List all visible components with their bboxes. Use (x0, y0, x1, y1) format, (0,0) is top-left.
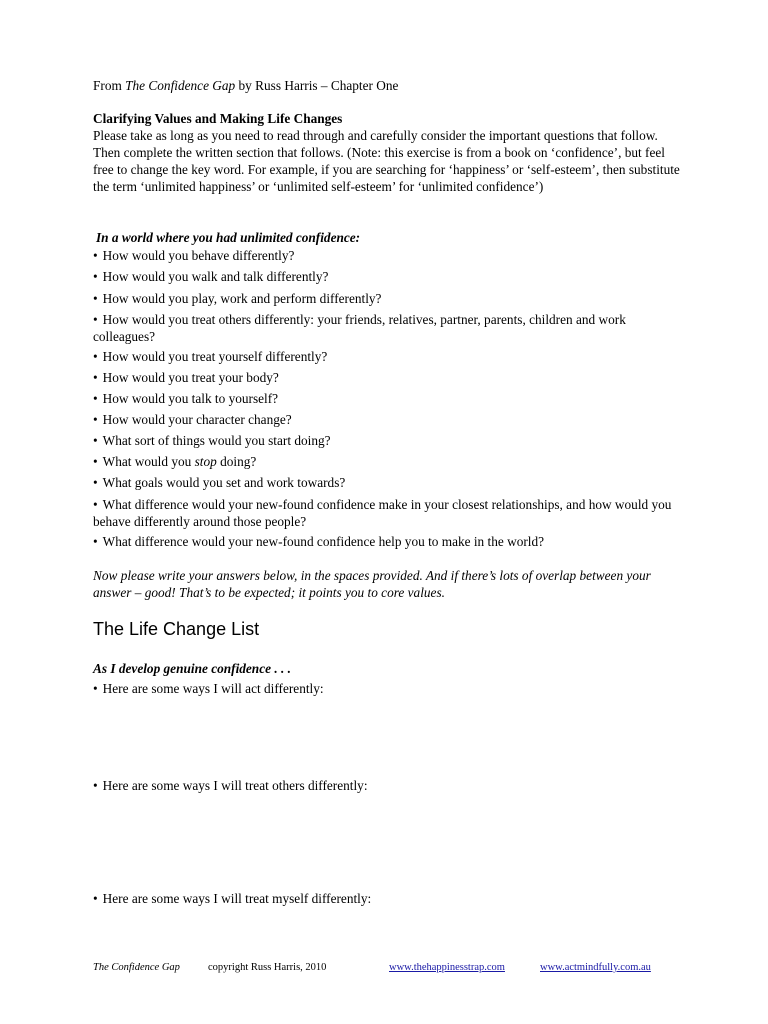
question-item: • What sort of things would you start doing? (93, 432, 331, 449)
question-item: • How would you play, work and perform differently? (93, 290, 381, 307)
footer-book-title: The Confidence Gap (93, 962, 180, 973)
footer-link-actmindfully[interactable]: www.actmindfully.com.au (540, 962, 651, 973)
section-title: Clarifying Values and Making Life Changes (93, 111, 343, 126)
source-author: by Russ Harris – Chapter One (235, 78, 399, 93)
question-item: • What would you stop doing? (93, 453, 256, 470)
question-item: • How would your character change? (93, 411, 292, 428)
life-change-item-act: • Here are some ways I will act differently: (93, 680, 324, 697)
footer-link-happinesstrap[interactable]: www.thehappinesstrap.com (389, 962, 505, 973)
source-from: From (93, 78, 126, 93)
question-item: • How would you talk to yourself? (93, 390, 278, 407)
question-item: • How would you walk and talk differently? (93, 268, 328, 285)
question-item: • How would you treat yourself differently? (93, 348, 327, 365)
source-book-title: The Confidence Gap (125, 78, 236, 93)
life-change-item-myself: • Here are some ways I will treat myself differently: (93, 890, 371, 907)
life-change-heading: The Life Change List (93, 619, 260, 639)
intro-paragraph: Please take as long as you need to read through and carefully consider the important questions that follow. Then complete the written section that follows. (Note: this exercise is from a book on ‘confidence’, but feel free to change the key word. For example, if you are searching for ‘happiness’ or ‘self-esteem’, then substitute the term ‘unlimited happiness’ or ‘unlimited self-esteem’ for ‘unlimited confidence’) (93, 128, 680, 194)
source-line (93, 77, 398, 94)
question-item: • How would you treat others differently: your friends, relatives, partner, parents, children and work colleagues? (93, 311, 683, 345)
questions-heading: In a world where you had unlimited confidence: (96, 230, 361, 245)
question-item: • What difference would your new-found confidence make in your closest relationships, and how would you behave differently around those people? (93, 496, 683, 530)
question-item: • How would you behave differently? (93, 247, 294, 264)
footer-copyright: copyright Russ Harris, 2010 (208, 962, 327, 973)
instructions: Now please write your answers below, in the spaces provided. And if there’s lots of overlap between your answer – good! That’s to be expected; it points you to core values. (93, 568, 651, 600)
question-item: • How would you treat your body? (93, 369, 279, 386)
life-change-item-others: • Here are some ways I will treat others differently: (93, 777, 368, 794)
question-item: • What difference would your new-found confidence help you to make in the world? (93, 533, 544, 550)
life-change-subheading: As I develop genuine confidence . . . (93, 661, 291, 676)
question-item: • What goals would you set and work towards? (93, 474, 345, 491)
